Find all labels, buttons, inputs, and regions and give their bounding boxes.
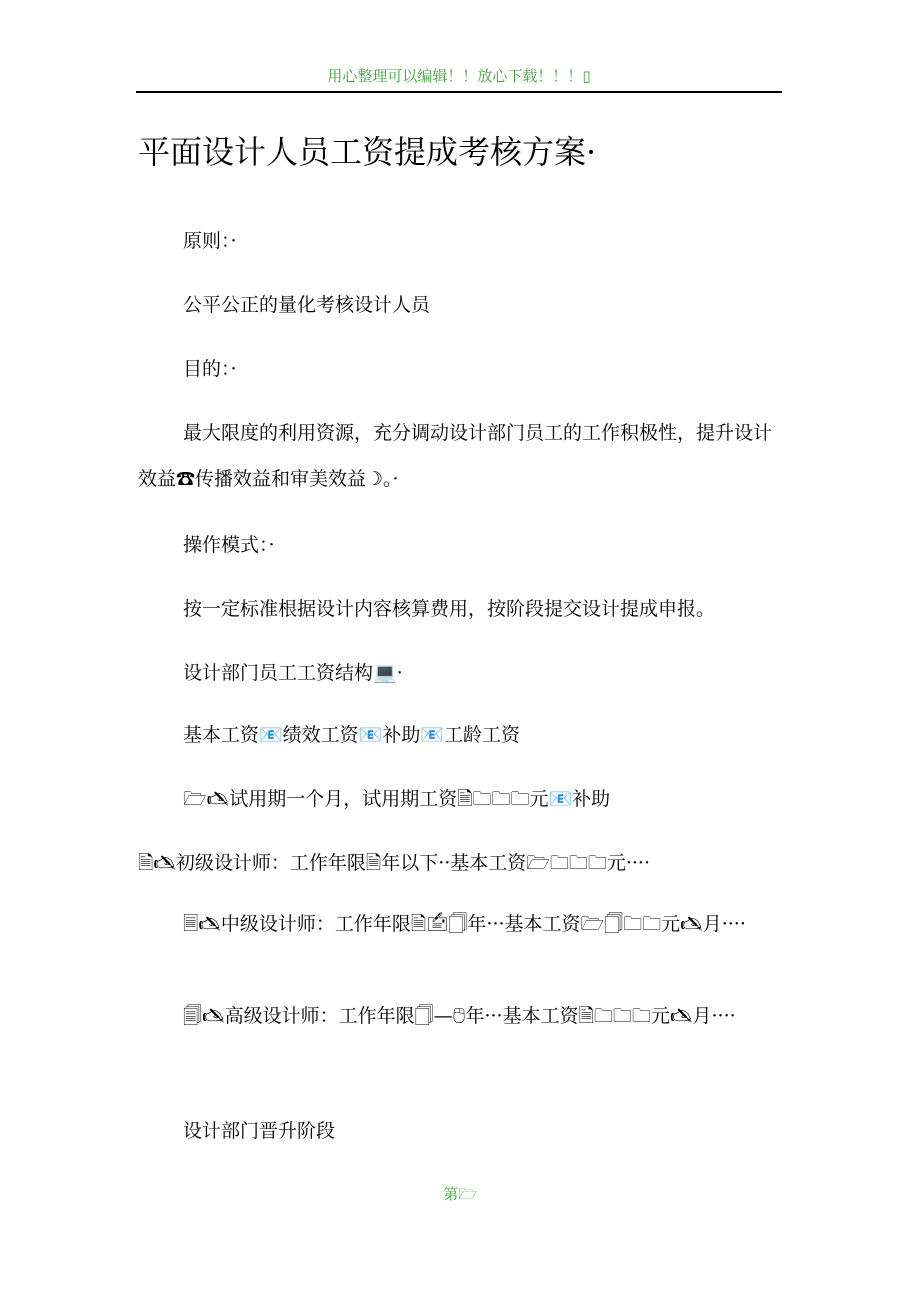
paragraph-salary-structure: 基本工资📧绩效工资📧补助📧工龄工资: [183, 724, 520, 746]
page-header: 用心整理可以编辑！！放心下载！！！▯: [327, 67, 591, 85]
paragraph-purpose: 最大限度的利用资源，充分调动设计部门员工的工作积极性，提升设计效益☎传播效益和审美效益☽。·: [138, 422, 773, 490]
paragraph-probation: 🗁🖎试用期一个月，试用期工资🗎🗀🗀🗀元📧补助: [183, 788, 611, 810]
paragraph-purpose-label: 目的：·: [183, 358, 237, 380]
header-divider: [136, 91, 782, 93]
paragraph-mode-label: 操作模式：·: [183, 534, 275, 556]
paragraph-principle: 公平公正的量化考核设计人员: [183, 294, 431, 316]
document-title: 平面设计人员工资提成考核方案·: [138, 133, 597, 171]
paragraph-mode: 按一定标准根据设计内容核算费用，按阶段提交设计提成申报。: [183, 598, 716, 620]
paragraph-principle-label: 原则：·: [183, 230, 237, 252]
paragraph-promotion-stages: 设计部门晋升阶段: [183, 1120, 336, 1142]
paragraph-senior-designer: 🗐🖎高级设计师：工作年限🗍—🖰年···基本工资🗎🗀🗀🗀元🖎月····: [183, 1005, 736, 1027]
page-footer: 第🗁: [443, 1185, 477, 1203]
paragraph-salary-structure-label: 设计部门员工工资结构💻·: [183, 662, 403, 684]
paragraph-mid-designer: 🗏🖎中级设计师：工作年限🗎🖆🗍年···基本工资🗁🗍🗀🗀元🖎月····: [183, 913, 746, 935]
paragraph-junior-designer: 🗎🖎初级设计师：工作年限🗎年以下··基本工资🗁🗀🗀🗀元····: [138, 852, 650, 874]
